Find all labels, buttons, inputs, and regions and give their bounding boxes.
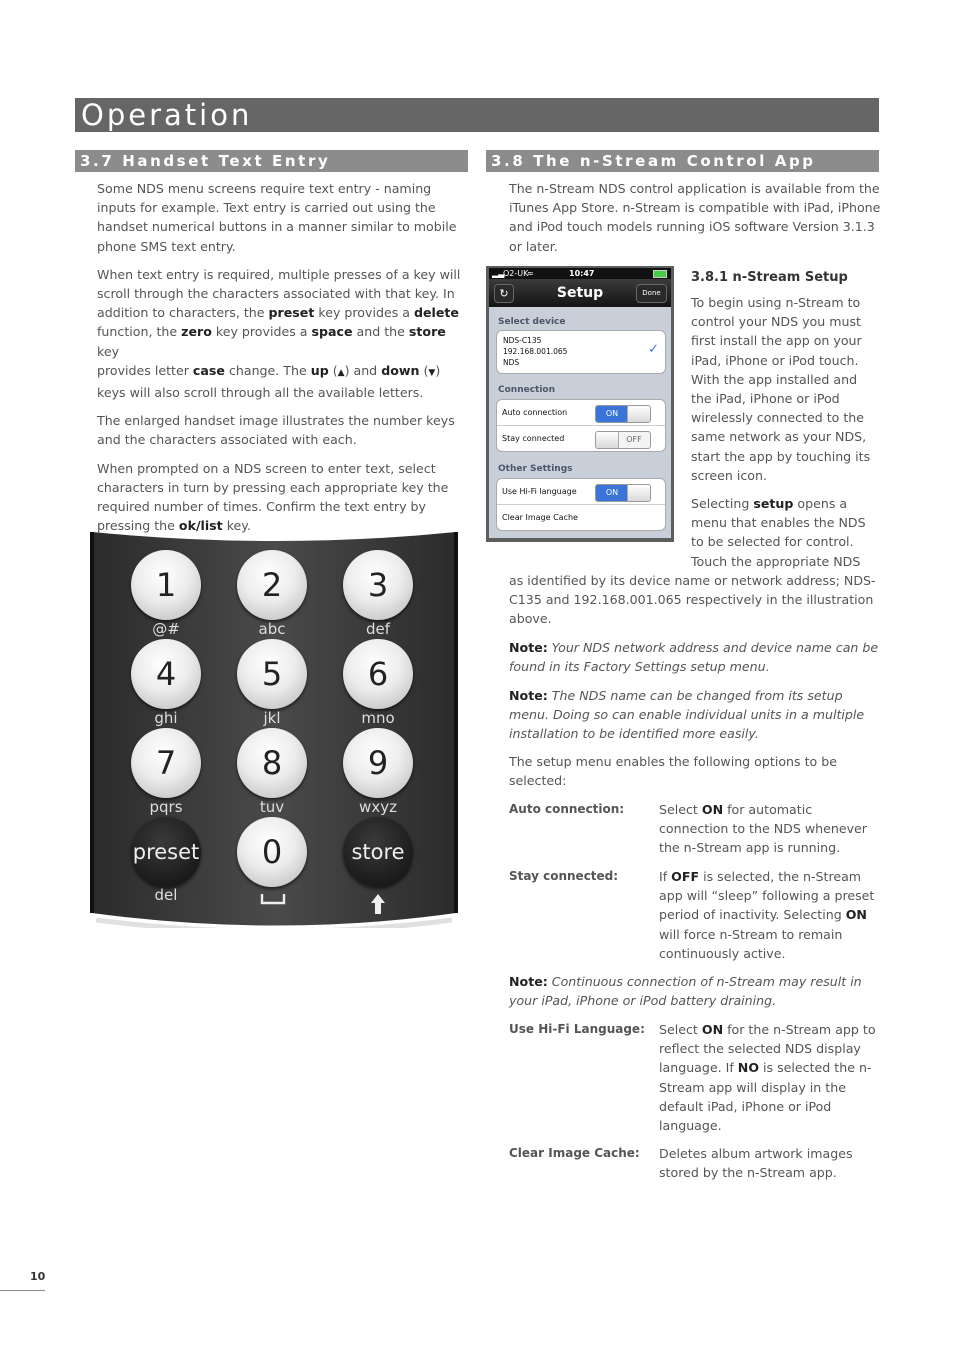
text: Select [659, 802, 702, 817]
bold: ok/list [178, 518, 223, 534]
key-3: 3 [343, 550, 413, 620]
stay-connected-toggle[interactable] [595, 431, 651, 449]
group-title-connection: Connection [498, 385, 556, 395]
device-cell[interactable] [496, 330, 666, 374]
down-arrow-icon: ▼ [428, 367, 436, 378]
toggle-knob [596, 432, 619, 448]
key-3-letters: def [365, 620, 391, 638]
text: is selected the n-Stream app will display in the default iPad, iPhone or iPod language. [659, 1060, 872, 1134]
text: ) [435, 362, 441, 378]
cell-label: Stay connected [502, 434, 565, 443]
key-store: store [343, 817, 413, 887]
selecting-paragraph-continued: as identified by its device name or network address; NDS-C135 and 192.168.001.065 respectively in the illustration above. [509, 573, 876, 627]
option-definition [659, 800, 881, 858]
paragraph [97, 459, 469, 536]
note-text: The NDS name can be changed from its setup menu. Doing so can enable individual units in a multiple installation to be identified more easily. [509, 688, 865, 742]
heading-handset-text-entry: 3.7 Handset Text Entry [75, 150, 468, 172]
text: for the n-Stream app to reflect the selected NDS display language. If [659, 1022, 876, 1076]
text: Select [659, 1022, 702, 1037]
clear-image-cache-cell[interactable] [497, 505, 665, 530]
page-number: 10 [30, 1270, 46, 1283]
cell-label: Clear Image Cache [502, 513, 578, 522]
bold: setup [753, 496, 794, 511]
note-2 [509, 686, 881, 744]
note-text: Your NDS network address and device name can be found in its Factory Settings setup menu. [509, 640, 879, 675]
selecting-paragraph [691, 494, 881, 571]
bold: store [408, 324, 446, 340]
toggle-knob [627, 485, 650, 501]
bold: ON [845, 907, 867, 923]
hifi-language-toggle[interactable] [595, 484, 651, 502]
up-arrow-icon: ▲ [337, 367, 345, 378]
text: key provides a [314, 305, 414, 321]
space-icon [260, 892, 286, 906]
text: key provides a [211, 324, 312, 340]
text: key. [222, 518, 251, 534]
device-name: NDS-C135 [503, 336, 542, 345]
text: will force n-Stream to remain continuously active. [659, 926, 843, 961]
page-number-rule [0, 1290, 45, 1291]
handset-keypad-image [88, 528, 460, 918]
key-8: 8 [237, 728, 307, 798]
bold: ON [701, 802, 724, 817]
device-info [503, 335, 567, 368]
note-text: Continuous connection of n-Stream may result in your iPad, iPhone or iPod battery draining. [509, 974, 862, 1009]
nav-title: Setup [556, 285, 604, 301]
bold: zero [181, 324, 212, 340]
hifi-language-cell [497, 479, 665, 505]
bold: NO [737, 1060, 760, 1076]
left-body [97, 179, 469, 544]
group-title-other-settings: Other Settings [498, 464, 573, 474]
key-5: 5 [237, 639, 307, 709]
key-1-letters: @# [152, 620, 180, 638]
option-definition [659, 867, 881, 963]
clock: 10:47 [569, 269, 595, 278]
key-0: 0 [237, 817, 307, 887]
option-definition: Deletes album artwork images stored by the n-Stream app. [659, 1146, 853, 1181]
auto-connection-toggle[interactable] [595, 405, 651, 423]
connection-group [496, 399, 666, 452]
subheading-setup: 3.8.1 n-Stream Setup [691, 270, 848, 285]
toggle-on-label: ON [596, 406, 628, 422]
key-2-letters: abc [258, 620, 286, 638]
key-4-letters: ghi [154, 709, 178, 727]
text: Selecting [691, 496, 754, 511]
key-preset: preset [131, 817, 201, 887]
note-3 [509, 972, 881, 1010]
key-6-letters: mno [361, 709, 395, 727]
banner-title: Operation [81, 98, 253, 132]
status-bar [489, 268, 671, 279]
auto-connection-cell [497, 400, 665, 426]
iphone-setup-screenshot [486, 266, 674, 542]
device-ip: 192.168.001.065 [503, 347, 568, 356]
note-label: Note: [509, 974, 548, 989]
key-6: 6 [343, 639, 413, 709]
bold: case [192, 362, 225, 378]
note-1 [509, 638, 881, 676]
cell-label: Use Hi-Fi language [502, 487, 577, 496]
note-label: Note: [509, 688, 548, 703]
checkmark-icon: ✓ [648, 342, 659, 357]
key-7: 7 [131, 728, 201, 798]
cell-label: Auto connection [502, 408, 568, 417]
text: keys will also scroll through all the available letters. [97, 385, 424, 401]
text: If [659, 869, 672, 884]
carrier: O2-UK [503, 269, 529, 278]
wifi-icon: ≈ [527, 269, 534, 278]
key-4: 4 [131, 639, 201, 709]
bold: down [381, 362, 420, 378]
text: for automatic connection to the NDS whenever the n-Stream app is running. [659, 802, 867, 856]
device-type: NDS [503, 358, 520, 367]
option-term: Auto connection: [509, 802, 625, 816]
bold: space [311, 324, 353, 340]
key-2: 2 [237, 550, 307, 620]
phone-screen [489, 268, 671, 538]
bold: OFF [671, 869, 700, 884]
text: ( [419, 362, 429, 378]
nav-bar [489, 279, 671, 307]
option-definition [659, 1020, 881, 1135]
right-intro: The n-Stream NDS control application is available from the iTunes App Store. n-Stream is compatible with iPad, iPhone and iPod touch models running iOS software Version 3.1.3 or later. [509, 181, 881, 254]
group-title-select-device: Select device [498, 317, 566, 327]
text: change. The [224, 362, 311, 378]
heading-n-stream-app: 3.8 The n-Stream Control App [486, 150, 879, 172]
signal-icon: ▂▃ [492, 269, 505, 278]
toggle-knob [627, 406, 650, 422]
key-preset-letters: del [154, 886, 178, 904]
text: is selected, the n-Stream app will “sleep” following a preset period of inactivity. Selecting [659, 869, 875, 923]
option-term: Stay connected: [509, 869, 619, 883]
text: ) and [344, 362, 382, 378]
text: provides letter [97, 362, 193, 378]
battery-icon [653, 270, 667, 278]
key-5-letters: jkl [263, 709, 281, 727]
paragraph-keys [97, 265, 469, 402]
stay-connected-cell [497, 426, 665, 451]
text: When prompted on a NDS screen to enter text, select characters in turn by pressing each appropriate key the required number of times. Confirm the text entry by pressing the [97, 460, 449, 534]
done-button[interactable]: Done [636, 284, 667, 303]
shift-arrow-icon [370, 893, 386, 915]
refresh-icon[interactable]: ↻ [494, 284, 514, 303]
text: addition to characters, the [97, 305, 269, 321]
bold: preset [268, 305, 315, 321]
text: function, the [97, 324, 182, 340]
key-8-letters: tuv [259, 798, 285, 816]
text: scroll through the characters associated with that key. In [97, 286, 455, 302]
text: key [97, 343, 120, 359]
option-term: Clear Image Cache: [509, 1146, 640, 1160]
setup-paragraph: To begin using n-Stream to control your NDS you must first install the app on your iPad, iPhone or iPod touch. With the app installed and the iPad, iPhone or iPod wirelessly connected to the same network as your NDS, start the app by touching its screen icon. [691, 295, 871, 483]
other-settings-group [496, 478, 666, 531]
options-intro: The setup menu enables the following options to be selected: [509, 754, 837, 789]
text: ( [328, 362, 338, 378]
paragraph: Some NDS menu screens require text entry - naming inputs for example. Text entry is carried out using the handset numerical buttons in a manner similar to mobile phone SMS text entry. [97, 181, 457, 254]
bold: delete [414, 305, 459, 321]
key-9: 9 [343, 728, 413, 798]
note-label: Note: [509, 640, 548, 655]
paragraph: The enlarged handset image illustrates the number keys and the characters associated with each. [97, 413, 455, 448]
text: and the [352, 324, 409, 340]
toggle-off-label: OFF [626, 435, 642, 444]
text: opens a menu that enables the NDS to be selected for control. Touch the appropriate NDS [691, 496, 866, 569]
toggle-on-label: ON [596, 485, 628, 501]
key-7-letters: pqrs [149, 798, 183, 816]
option-term: Use Hi-Fi Language: [509, 1022, 645, 1036]
key-1: 1 [131, 550, 201, 620]
section-banner [75, 98, 879, 132]
bold: ON [701, 1022, 724, 1037]
key-9-letters: wxyz [359, 798, 397, 816]
bold: up [310, 362, 329, 378]
text: When text entry is required, multiple presses of a key will [97, 266, 461, 282]
